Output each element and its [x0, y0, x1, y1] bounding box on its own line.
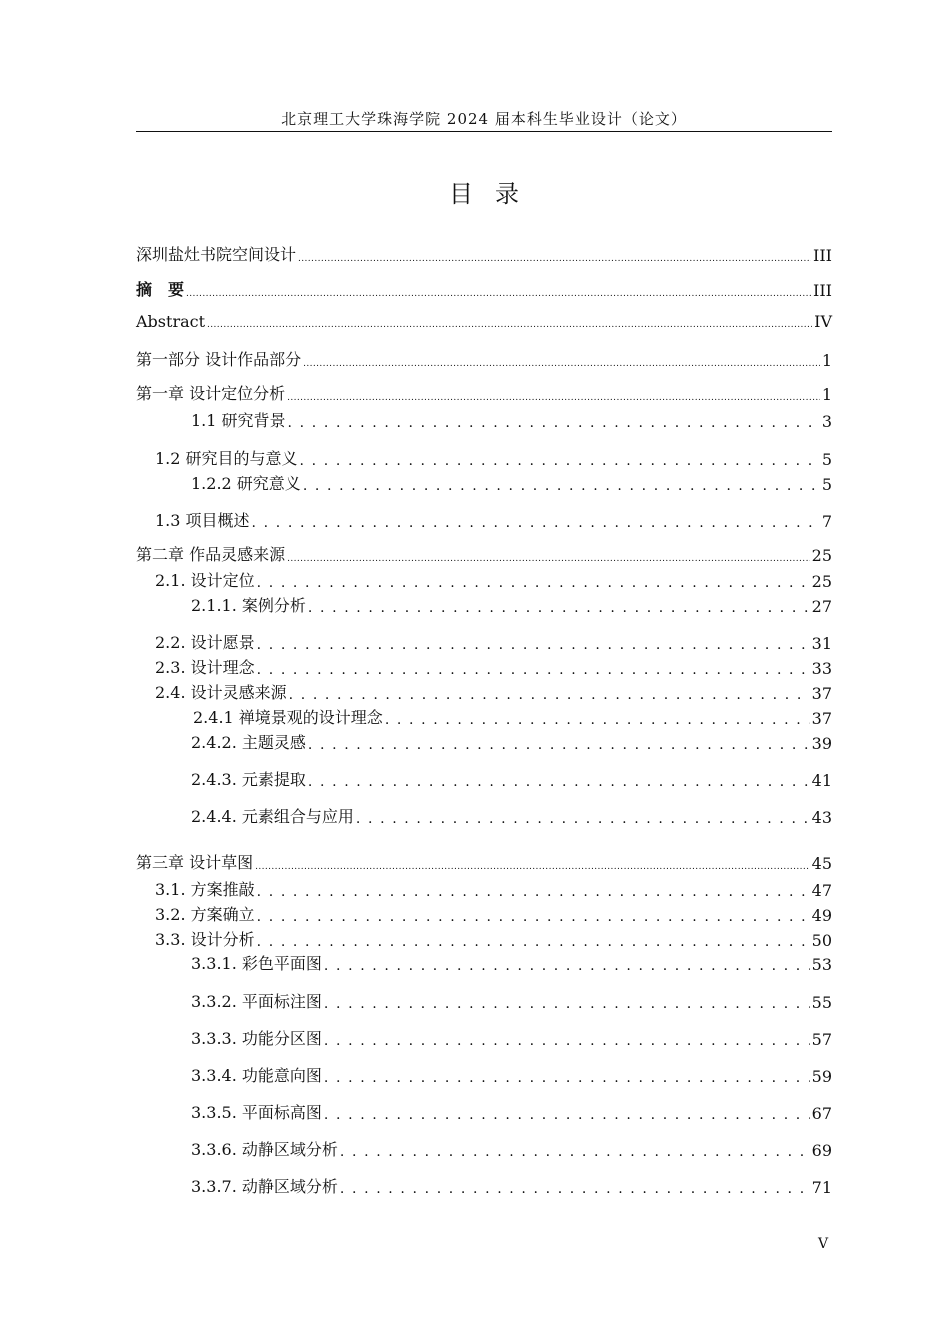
toc-entry-page: 55: [811, 993, 832, 1012]
toc-entry-part-1[interactable]: [136, 347, 832, 370]
toc-entry-label: 2.1. 设计定位: [155, 571, 255, 590]
toc-entry-label: 2.4. 设计灵感来源: [155, 683, 287, 702]
toc-entry-page: 7: [821, 512, 832, 531]
toc-entry-label: 3.3.3. 功能分区图: [191, 1029, 322, 1048]
toc-entry-chapter-3[interactable]: [136, 850, 832, 873]
toc-leader: [324, 1104, 810, 1123]
toc-entry-3-3-5[interactable]: [191, 1100, 832, 1123]
toc-entry-label: Abstract: [136, 312, 206, 331]
toc-entry-3-1[interactable]: [155, 877, 832, 900]
toc-entry-page: 37: [811, 684, 832, 703]
toc-entry-1-3[interactable]: [155, 508, 832, 531]
toc-entry-label: 第三章 设计草图: [136, 853, 254, 872]
toc-entry-page: 39: [811, 734, 832, 753]
toc-entry-page: IV: [814, 312, 832, 331]
toc-leader: [288, 412, 820, 431]
toc-entry-page: III: [813, 246, 832, 265]
toc-leader: [289, 684, 810, 703]
toc-entry-3-3-4[interactable]: [191, 1063, 832, 1086]
toc-entry-page: 57: [811, 1030, 832, 1049]
toc-leader: [287, 546, 810, 565]
toc-entry-label: 3.2. 方案确立: [155, 905, 255, 924]
toc-entry-label: 1.3 项目概述: [155, 511, 250, 530]
toc-entry-page: 59: [811, 1067, 832, 1086]
toc-leader: [257, 659, 810, 678]
toc-entry-label: 3.3.7. 动静区域分析: [191, 1177, 338, 1196]
toc-leader: [308, 771, 810, 790]
toc-entry-label: 1.1 研究背景: [191, 411, 286, 430]
toc-leader: [257, 572, 810, 591]
toc-entry-label: 第一部分 设计作品部分: [136, 350, 302, 369]
toc-leader: [324, 993, 810, 1012]
toc-leader: [324, 1067, 810, 1086]
toc-leader: [255, 854, 810, 873]
toc-entry-label: 1.2.2 研究意义: [191, 474, 301, 493]
toc-entry-page: 47: [811, 881, 832, 900]
toc-entry-2-4-4[interactable]: [191, 804, 832, 827]
toc-entry-label: 3.3.6. 动静区域分析: [191, 1140, 338, 1159]
toc-entry-abstract-cn[interactable]: [136, 277, 832, 300]
toc-entry-page: 37: [811, 709, 832, 728]
toc-entry-2-4[interactable]: [155, 680, 832, 703]
header-rule: [136, 131, 832, 132]
toc-entry-label: 2.4.2. 主题灵感: [191, 733, 306, 752]
toc-entry-3-2[interactable]: [155, 902, 832, 925]
toc-entry-page: 67: [811, 1104, 832, 1123]
toc-entry-page: 43: [811, 808, 832, 827]
toc-entry-page: 33: [811, 659, 832, 678]
toc-entry-2-2[interactable]: [155, 630, 832, 653]
toc-entry-3-3-6[interactable]: [191, 1137, 832, 1160]
toc-entry-label: 3.3. 设计分析: [155, 930, 255, 949]
toc-entry-page: 45: [811, 854, 832, 873]
toc-leader: [300, 450, 820, 469]
toc-leader: [287, 385, 820, 404]
toc-entry-label: 2.1.1. 案例分析: [191, 596, 306, 615]
toc-entry-chapter-2[interactable]: [136, 542, 832, 565]
toc-entry-label: 2.4.3. 元素提取: [191, 770, 306, 789]
toc-entry-2-4-1[interactable]: [193, 705, 832, 728]
toc-entry-2-1-1[interactable]: [191, 593, 832, 616]
toc-leader: [186, 281, 811, 300]
toc-entry-page: 50: [811, 931, 832, 950]
toc-leader: [298, 246, 811, 265]
toc-entry-title[interactable]: [136, 242, 832, 265]
toc-entry-page: 31: [811, 634, 832, 653]
toc-leader: [308, 597, 810, 616]
toc-entry-label: 1.2 研究目的与意义: [155, 449, 298, 468]
toc-entry-page: 3: [821, 412, 832, 431]
toc-leader: [207, 312, 812, 331]
toc-entry-page: 69: [811, 1141, 832, 1160]
toc-entry-page: 25: [811, 546, 832, 565]
toc-entry-label: 3.3.1. 彩色平面图: [191, 954, 322, 973]
toc-entry-2-3[interactable]: [155, 655, 832, 678]
toc-entry-label: 3.3.5. 平面标高图: [191, 1103, 322, 1122]
page-title: 目录: [449, 180, 541, 208]
toc-entry-page: 27: [811, 597, 832, 616]
toc-leader: [303, 351, 820, 370]
toc-entry-3-3-3[interactable]: [191, 1026, 832, 1049]
toc-entry-2-4-2[interactable]: [191, 730, 832, 753]
toc-entry-label: 2.4.4. 元素组合与应用: [191, 807, 354, 826]
toc-entry-chapter-1[interactable]: [136, 381, 832, 404]
toc-entry-3-3-1[interactable]: [191, 951, 832, 974]
toc-entry-label: 3.3.4. 功能意向图: [191, 1066, 322, 1085]
page-number: V: [818, 1236, 829, 1252]
toc-entry-page: 41: [811, 771, 832, 790]
toc-entry-label: 3.3.2. 平面标注图: [191, 992, 322, 1011]
toc-entry-label: 深圳盐灶书院空间设计: [136, 245, 297, 264]
toc-entry-page: 1: [821, 351, 832, 370]
toc-entry-label: 摘 要: [136, 280, 185, 299]
toc-entry-page: 71: [811, 1178, 832, 1197]
toc-entry-page: 5: [821, 475, 832, 494]
toc-entry-page: 1: [821, 385, 832, 404]
toc-entry-3-3[interactable]: [155, 927, 832, 950]
toc-entry-label: 第二章 作品灵感来源: [136, 545, 286, 564]
toc-entry-label: 第一章 设计定位分析: [136, 384, 286, 403]
toc-leader: [257, 906, 810, 925]
toc-leader: [340, 1178, 810, 1197]
toc-leader: [257, 931, 810, 950]
toc-leader: [252, 512, 820, 531]
toc-leader: [257, 881, 810, 900]
toc-entry-page: 53: [811, 955, 832, 974]
toc-entry-page: 25: [811, 572, 832, 591]
toc-leader: [385, 709, 810, 728]
toc-entry-page: III: [813, 281, 832, 300]
toc-entry-3-3-7[interactable]: [191, 1174, 832, 1197]
toc-entry-label: 2.4.1 禅境景观的设计理念: [193, 708, 383, 727]
toc-entry-1-1[interactable]: [191, 408, 832, 431]
toc-entry-label: 2.3. 设计理念: [155, 658, 255, 677]
running-header: 北京理工大学珠海学院 2024 届本科生毕业设计（论文）: [281, 110, 687, 128]
toc-leader: [257, 634, 810, 653]
toc-entry-label: 3.1. 方案推敲: [155, 880, 255, 899]
toc-leader: [324, 1030, 810, 1049]
toc-leader: [340, 1141, 810, 1160]
toc-leader: [356, 808, 810, 827]
toc-entry-label: 2.2. 设计愿景: [155, 633, 255, 652]
toc-entry-1-2[interactable]: [155, 446, 832, 469]
toc-entry-abstract-en[interactable]: [136, 312, 832, 331]
toc-leader: [324, 955, 810, 974]
toc-entry-page: 5: [821, 450, 832, 469]
toc-leader: [303, 475, 820, 494]
toc-entry-3-3-2[interactable]: [191, 989, 832, 1012]
toc-entry-2-1[interactable]: [155, 568, 832, 591]
toc-entry-page: 49: [811, 906, 832, 925]
toc-entry-1-2-2[interactable]: [191, 471, 832, 494]
toc-entry-2-4-3[interactable]: [191, 767, 832, 790]
toc-leader: [308, 734, 810, 753]
